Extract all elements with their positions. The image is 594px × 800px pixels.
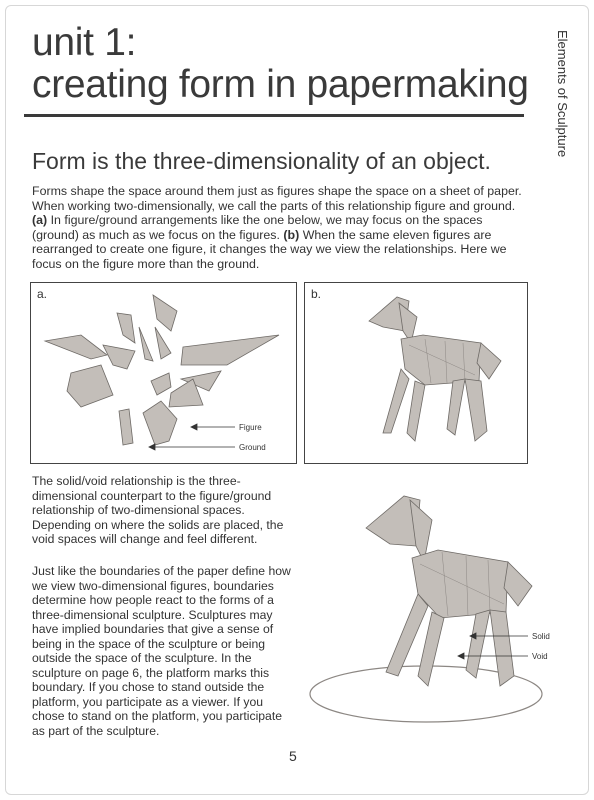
ground-callout: Ground: [239, 443, 266, 452]
boundaries-paragraph: Just like the boundaries of the paper define how we view two-dimensional figures, boundaries determine how people react to the forms of a three-dimensional sculpture. Sculptures may have implied boundaries that give a sense of being in the space of the sculpture or being outside the space of the sculpture. In the sculpture on page 6, the platform marks this boundary. If you chose to stand outside the platform, you participate as a viewer. If you chose to stand on the platform, you participate as part of the sculpture.: [32, 564, 291, 738]
solid-void-paragraph: The solid/void relationship is the three-dimensional counterpart to the figure/ground relationship of two-dimensional spaces. Depending on where the solids are placed, the void spaces will change and feel different.: [32, 474, 284, 546]
paper-shape: [155, 327, 171, 359]
solid-callout: Solid: [532, 632, 550, 641]
horse-sculpture-illustration: [300, 490, 560, 730]
paper-shape: [119, 409, 133, 445]
paper-shape: [143, 401, 177, 445]
section-heading: Form is the three-dimensionality of an object.: [32, 148, 491, 174]
figure-panel-a: [30, 282, 297, 464]
origami-horse-illustration: [305, 283, 527, 463]
unit-title: [32, 22, 529, 106]
paper-shape: [45, 335, 107, 359]
figure-callout: Figure: [239, 423, 262, 432]
intro-text-1: Forms shape the space around them just as figures shape the space on a sheet of paper. When working two-dimensionally, we call the parts of this relationship figure and ground.: [32, 184, 522, 213]
paper-shape: [139, 327, 153, 361]
panel-b-label: b.: [311, 287, 322, 301]
paper-shape: [103, 345, 135, 369]
marker-a: (a): [32, 213, 48, 228]
intro-text-3: When the same eleven figures are rearranged to create one figure, it changes the way we view the relationships. Here we focus on the figure more than the ground.: [32, 227, 507, 271]
intro-paragraph: [32, 184, 532, 272]
intro-text-2: In figure/ground arrangements like the one below, we may focus on the spaces (ground) as much as we focus on the figures.: [32, 213, 483, 242]
figure-panel-b: [304, 282, 528, 464]
page-number: 5: [289, 748, 297, 764]
void-callout: Void: [532, 652, 548, 661]
title-rule: [24, 114, 524, 117]
paper-shape: [153, 295, 177, 331]
marker-b: (b): [283, 227, 300, 242]
paper-shape: [67, 365, 113, 407]
paper-shape: [181, 335, 279, 365]
scattered-shapes-illustration: [31, 283, 296, 463]
paper-shape: [117, 313, 135, 343]
unit-title-line1: unit 1:: [32, 21, 137, 64]
panel-a-label: a.: [37, 287, 48, 301]
unit-title-line2: creating form in papermaking: [32, 63, 529, 106]
paper-shape: [151, 373, 171, 395]
side-running-head: Elements of Sculpture: [555, 30, 570, 158]
